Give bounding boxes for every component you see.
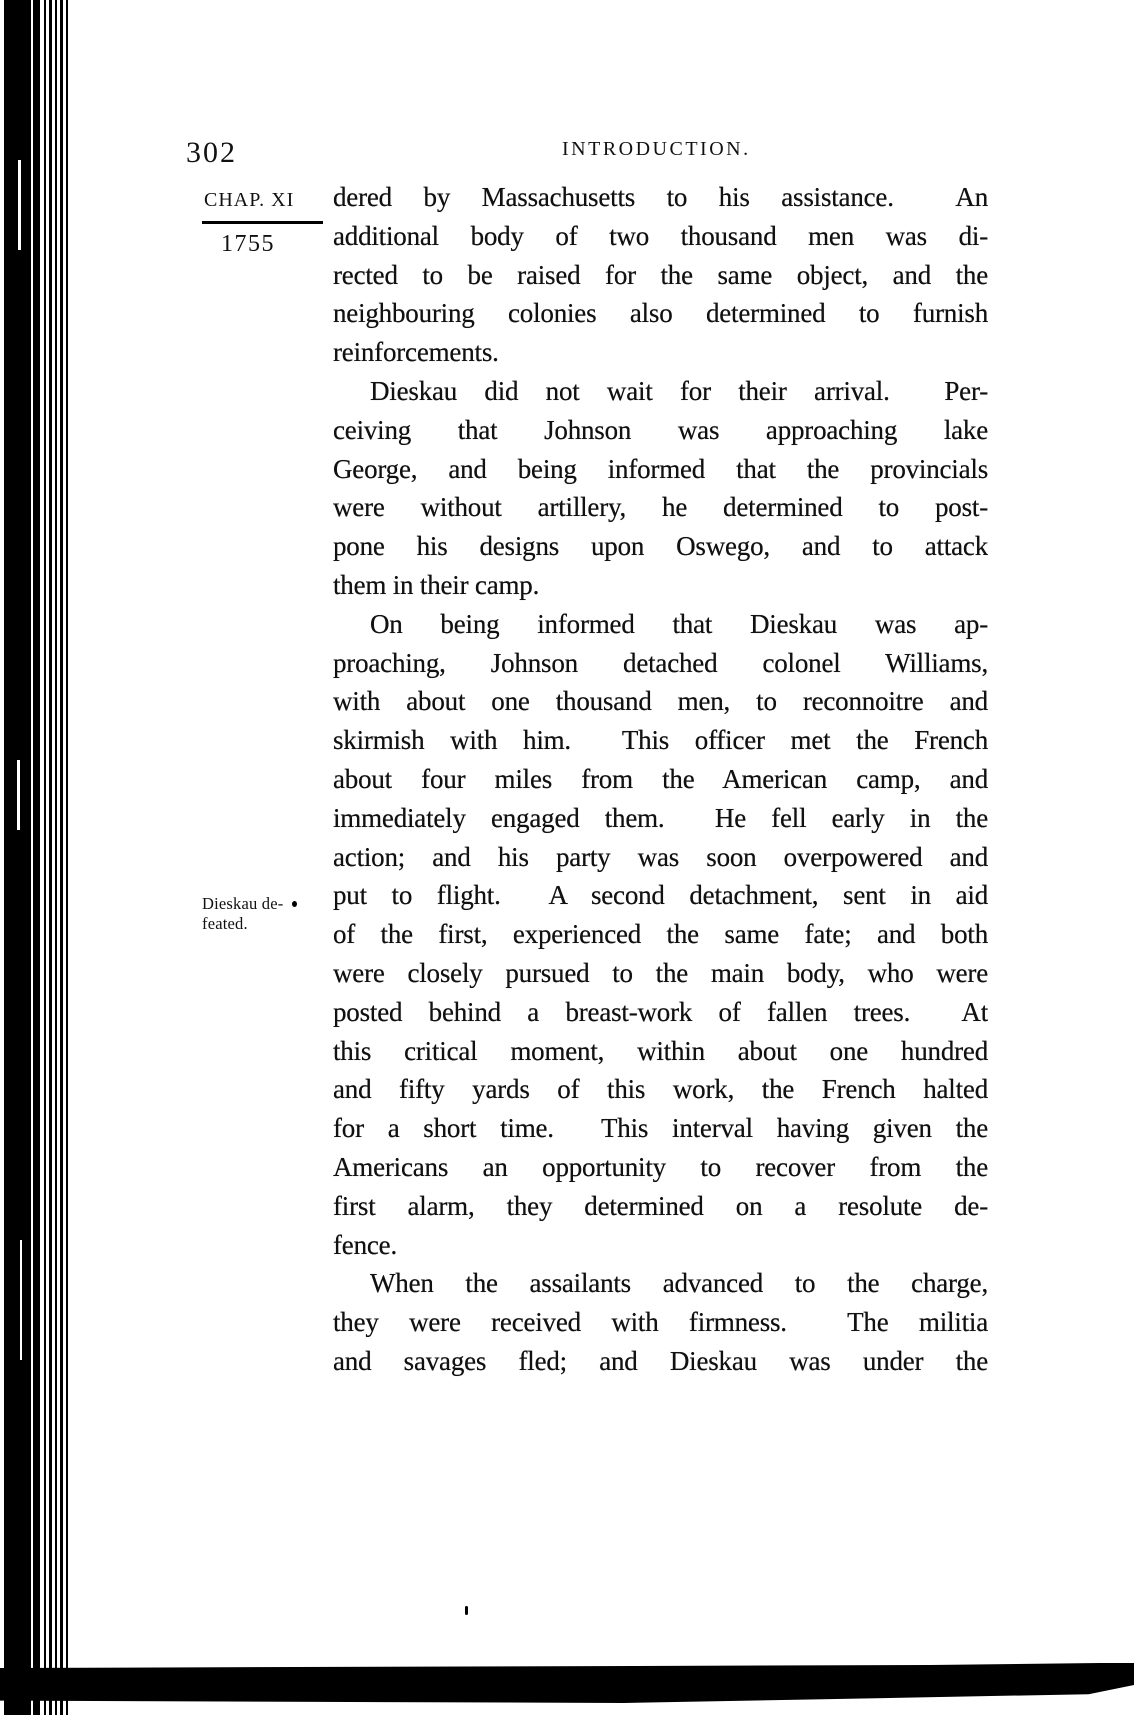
text-line: first alarm, they determined on a resolute de-	[333, 1190, 988, 1221]
page-number: 302	[186, 136, 237, 169]
text-line: Dieskau did not wait for their arrival. Per-	[370, 375, 988, 406]
text-line: reinforcements.	[333, 337, 499, 368]
text-line: dered by Massachusetts to his assistance. An	[333, 182, 988, 212]
text-line: additional body of two thousand men was di-	[333, 220, 988, 251]
text-line: Americans an opportunity to recover from the	[333, 1151, 988, 1182]
text-line: this critical moment, within about one hundred	[333, 1035, 988, 1066]
text-line: immediately engaged them. He fell early in the	[333, 802, 988, 833]
body-text	[333, 178, 988, 1381]
book-binding-shadow	[0, 0, 74, 1715]
text-line: for a short time. This interval having given the	[333, 1113, 988, 1144]
text-line: and fifty yards of this work, the French halted	[333, 1074, 988, 1105]
text-line: with about one thousand men, to reconnoitre and	[333, 686, 988, 717]
text-line: ceiving that Johnson was approaching lake	[333, 414, 988, 445]
chapter-rule-divider	[202, 221, 323, 224]
text-line: skirmish with him. This officer met the French	[333, 725, 988, 756]
text-line: put to flight. A second detachment, sent in aid	[333, 880, 988, 911]
text-line: were without artillery, he determined to post-	[333, 492, 988, 523]
text-line: pone his designs upon Oswego, and to attack	[333, 531, 988, 562]
text-line: On being informed that Dieskau was ap-	[370, 608, 988, 639]
text-line: fence.	[333, 1229, 397, 1260]
text-line: proaching, Johnson detached colonel Williams,	[333, 647, 988, 678]
text-line: and savages fled; and Dieskau was under the	[333, 1345, 988, 1376]
text-line: When the assailants advanced to the charge,	[370, 1268, 988, 1299]
margin-note-line: feated.	[202, 914, 248, 933]
year-label: 1755	[221, 231, 275, 257]
text-line: about four miles from the American camp, and	[333, 763, 988, 794]
ink-speck	[465, 1606, 468, 1615]
running-header: INTRODUCTION.	[562, 138, 751, 160]
text-line: neighbouring colonies also determined to furnish	[333, 298, 988, 329]
text-line: rected to be raised for the same object, and the	[333, 259, 988, 290]
text-line: them in their camp.	[333, 569, 540, 600]
chapter-label: CHAP. XI	[204, 189, 295, 211]
ink-speck	[292, 901, 297, 907]
text-line: were closely pursued to the main body, who were	[333, 957, 988, 988]
text-line: action; and his party was soon overpowered and	[333, 841, 988, 872]
text-line: of the first, experienced the same fate; and both	[333, 919, 988, 950]
margin-note-line: Dieskau de-	[202, 894, 284, 913]
margin-note-dieskau-defeated	[202, 894, 322, 934]
scan-bottom-bar	[0, 1663, 1134, 1703]
text-line: George, and being informed that the provincials	[333, 453, 988, 484]
text-line: posted behind a breast-work of fallen trees. At	[333, 996, 988, 1027]
text-line: they were received with firmness. The militia	[333, 1307, 988, 1338]
